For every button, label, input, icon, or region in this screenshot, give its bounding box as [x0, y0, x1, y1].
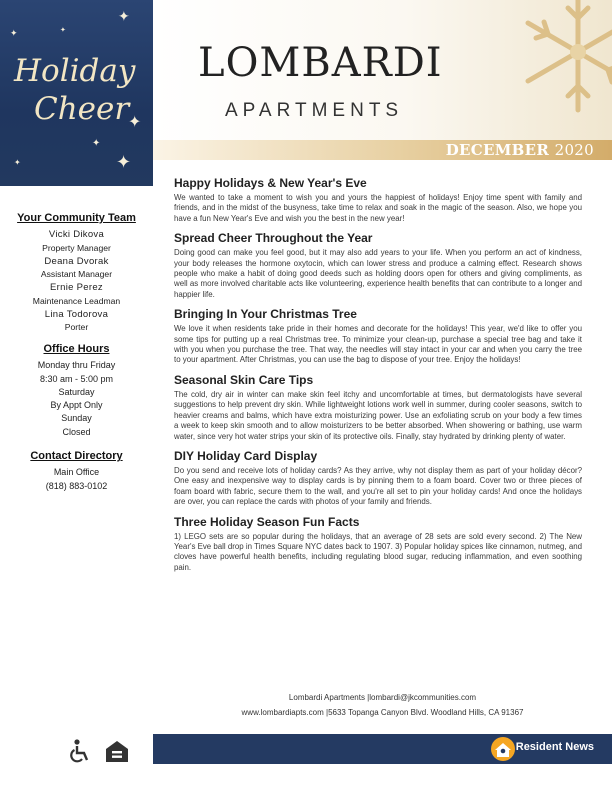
footer-line-email: Lombardi Apartments |lombardi@jkcommunities.com	[288, 693, 477, 702]
article-title: Spread Cheer Throughout the Year	[174, 231, 373, 246]
issue-month: DECEMBER	[445, 141, 550, 159]
snowflake-icon	[500, 0, 612, 130]
article-title: Happy Holidays & New Year's Eve	[174, 176, 367, 190]
issue-date	[446, 141, 594, 159]
holiday-cheer-banner	[0, 0, 153, 186]
star-icon: ✦	[60, 27, 66, 34]
article	[174, 449, 582, 508]
hours-line: 8:30 am - 5:00 pm	[39, 373, 114, 384]
footer-bar	[153, 734, 612, 764]
brand-subtitle: APARTMENTS	[225, 100, 404, 121]
article	[174, 515, 582, 574]
team-member-name: Lina Todorova	[44, 309, 109, 321]
accessibility-icons	[0, 736, 153, 792]
star-icon: ✦	[10, 28, 18, 38]
team-member-name: Ernie Perez	[50, 282, 103, 294]
article-body: Do you send and receive lots of holiday cards? As they arrive, why not display them as part of your holiday décor? One easy and inexpensive way to display cards is by pinning them to a foam board. Cover two or three pieces of foam board with fabric, secure them to the wall, and you're all set to pin your holiday cards! And once the holidays are over, you can replace the cards with photos of your family and friends.	[174, 465, 582, 507]
hours-line: Sunday	[61, 413, 92, 424]
article-body: We wanted to take a moment to wish you and yours the happiest of holidays! Enjoy time spent with family and friends, and in the midst of the busyness, take time to relax and soak in the magic of the season. Also, we hope you have a fun New Year's Eve and wish you the best in the new year!	[174, 193, 582, 223]
hours-line: Monday thru Friday	[37, 360, 116, 371]
office-hours	[0, 343, 153, 439]
article-title: Seasonal Skin Care Tips	[174, 372, 314, 387]
article	[174, 231, 582, 300]
masthead	[153, 0, 612, 140]
brand-name: LOMBARDI	[198, 40, 443, 86]
community-team	[0, 212, 153, 335]
article	[174, 176, 582, 224]
article-body: We love it when residents take pride in their homes and decorate for the holidays! This year, we'd like to offer you some tips for putting up a real Christmas tree. To minimize your clean-up, purchase a special tree bag and take it with you when you purchase the tree. That way, the needles will stay intact in your car and when you carry the tree to your apartment. After Christmas, you can use the bag to dispose of your tree. Enjoy the holidays!	[174, 324, 582, 365]
team-member	[0, 308, 153, 335]
contact-line: (818) 883-0102	[45, 480, 108, 491]
article-body: Doing good can make you feel good, but it may also add years to your life. When you perform an act of kindness, your body releases the hormone oxytocin, which can lower stress and produce a calming effect. Research shows people who make a habit of doing good deeds such as holding doors open for others and giving compliments, as well as more involved charitable acts like volunteering, experience health benefits that can contribute to a longer and happier life.	[174, 248, 582, 299]
holiday-title-line1: Holiday	[14, 53, 136, 89]
wheelchair-icon	[62, 736, 96, 766]
resident-news-label: Resident News	[515, 741, 594, 753]
star-icon: ✦	[118, 8, 130, 24]
issue-date-bar	[153, 140, 612, 160]
holiday-title-line2: Cheer	[34, 91, 130, 127]
article-title: Bringing In Your Christmas Tree	[174, 307, 357, 322]
article-title: Three Holiday Season Fun Facts	[174, 514, 360, 529]
article-body: 1) LEGO sets are so popular during the holidays, that an average of 28 sets are sold every second. 2) The New Year's Eve ball drop in Times Square NYC dates back to 1907. 3) Popular holiday spices like cinnamon, nutmeg, and cloves have powerful health benefits, including regulating blood sugar, reducing inflammation, and even soothing pain.	[174, 531, 582, 572]
article	[174, 307, 582, 366]
article-title: DIY Holiday Card Display	[174, 448, 318, 463]
article	[174, 373, 582, 442]
team-member-role: Property Manager	[42, 242, 111, 253]
issue-year: 2020	[554, 141, 594, 159]
hours-line: Saturday	[58, 386, 95, 397]
team-heading: Your Community Team	[17, 212, 136, 224]
holiday-cheer-title	[14, 52, 135, 128]
team-member	[0, 281, 153, 308]
team-member-role: Maintenance Leadman	[32, 295, 121, 306]
article-body: The cold, dry air in winter can make skin feel itchy and uncomfortable at times, but dermatologists have several suggestions to help prevent dry skin. While lightweight lotions work well in summer, during cooler seasons, switch to heavier creams and balms, which have extra moisturizing power. Use an exfoliating scrub on your body a few times a week to keep skin smooth and to allow moisturizers to be better absorbed. When showering or bathing, use warm water, since very hot water strips your skin of its protective oils. Finally, stay hydrated by drinking plenty of water.	[174, 389, 582, 441]
hours-line: Closed	[62, 426, 91, 437]
resident-news-logo-icon	[490, 736, 516, 762]
articles	[174, 176, 582, 580]
team-member-name: Vicki Dikova	[48, 229, 105, 241]
hours-line: By Appt Only	[50, 400, 103, 411]
team-member	[0, 228, 153, 255]
team-member-role: Assistant Manager	[40, 269, 113, 280]
hours-heading: Office Hours	[43, 343, 110, 355]
sidebar	[0, 0, 153, 792]
star-icon: ✦	[116, 152, 132, 172]
footer-contact	[153, 690, 612, 720]
contact-line: Main Office	[53, 467, 100, 478]
contact-heading: Contact Directory	[30, 450, 123, 462]
footer-line-address: www.lombardiapts.com |5633 Topanga Canyon Blvd. Woodland Hills, CA 91367	[241, 708, 524, 717]
star-icon: ✦	[14, 158, 21, 167]
team-member	[0, 255, 153, 282]
team-member-name: Deana Dvorak	[44, 255, 109, 267]
equal-housing-icon	[100, 736, 134, 766]
team-member-role: Porter	[64, 322, 89, 333]
star-icon: ✦	[92, 138, 101, 149]
star-icon: ✦	[128, 114, 142, 131]
contact-directory	[0, 450, 153, 493]
